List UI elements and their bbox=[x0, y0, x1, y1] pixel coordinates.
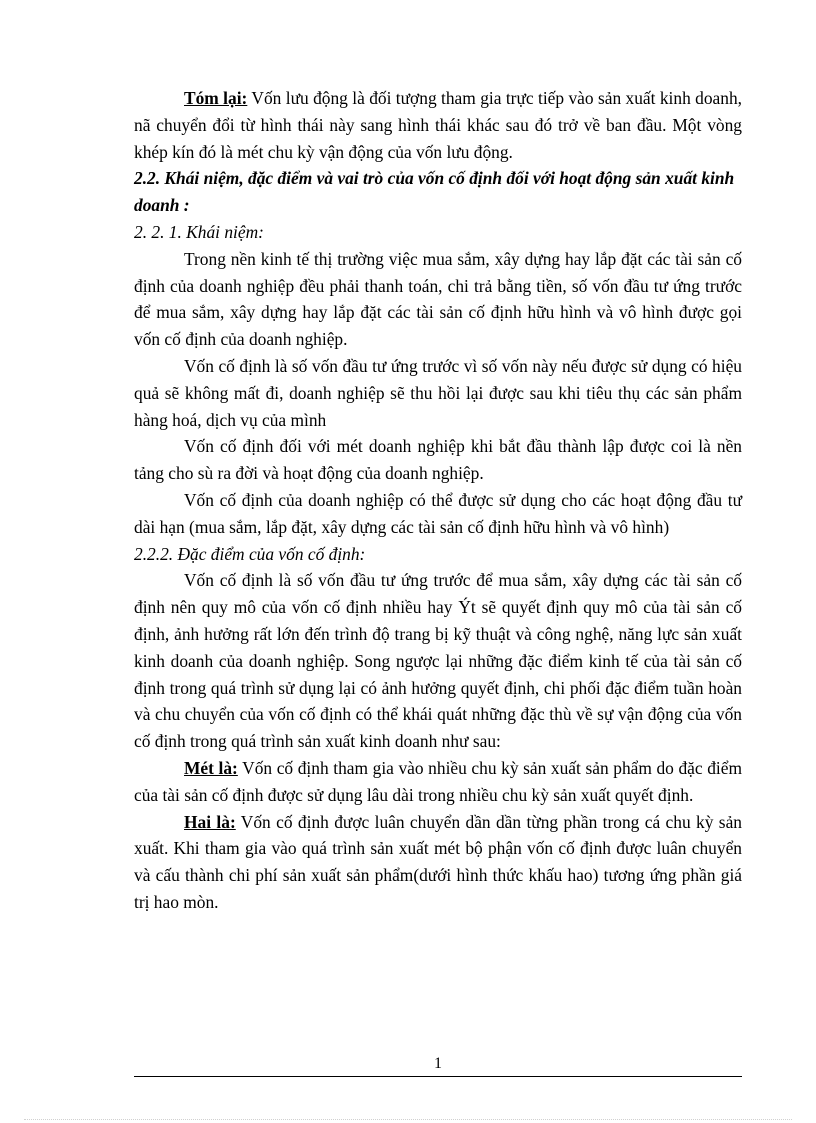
subsection-1-title: 2. 2. 1. Khái niệm: bbox=[134, 221, 264, 242]
summary-text: Vốn lưu động là đối tượng tham gia trực tiếp vào sản xuất kinh doanh, nã chuyển đổi từ hình thái này sang hình thái khác sau đó trở về ban đầu. Một vòng khép kín đó là mét chu kỳ vận động của vốn lưu động. bbox=[134, 88, 743, 162]
concept-paragraph-2: Vốn cố định là số vốn đầu tư ứng trước vì số vốn này nếu được sử dụng có hiệu quả sẽ không mất đi, doanh nghiệp sẽ thu hồi lại được sau khi tiêu thụ các sản phẩm hàng hoá, dịch vụ của mình bbox=[134, 355, 742, 430]
point-one-paragraph bbox=[134, 755, 742, 809]
concept-paragraph-3: Vốn cố định đối với mét doanh nghiệp khi bắt đầu thành lập được coi là nền tảng cho sù ra đời và hoạt động của doanh nghiệp. bbox=[134, 436, 742, 484]
point-two-label: Hai là: bbox=[184, 811, 236, 832]
subsection-2-title: 2.2.2. Đặc điểm của vốn cố định: bbox=[134, 543, 366, 564]
concept-paragraph-4: Vốn cố định của doanh nghiệp có thể được sử dụng cho các hoạt động đầu tư dài hạn (mua sắm, lắp đặt, xây dựng các tài sản cố định hữu hình và vô hình) bbox=[134, 489, 742, 537]
summary-label: Tóm lại: bbox=[184, 88, 248, 108]
point-two-paragraph bbox=[134, 809, 742, 916]
page-content bbox=[134, 85, 742, 916]
point-two-text: Vốn cố định được luân chuyển dần dần từng phần trong cá chu kỳ sản xuất. Khi tham gia vào quá trình sản xuất mét bộ phận vốn cố định được luân chuyển và cấu thành chi phí sản xuất sản phẩm(dưới hình thức khấu hao) tương ứng phần giá trị hao mòn. bbox=[134, 811, 742, 912]
point-one-text: Vốn cố định tham gia vào nhiều chu kỳ sản xuất sản phẩm do đặc điểm của tài sản cố định được sử dụng lâu dài trong nhiều chu kỳ sản xuất quyết định. bbox=[134, 757, 742, 805]
page-bottom-border bbox=[24, 1119, 792, 1120]
page-footer bbox=[134, 1054, 742, 1077]
point-one-label: Mét là: bbox=[184, 757, 238, 778]
concept-paragraph-1: Trong nền kinh tế thị trường việc mua sắm, xây dựng hay lắp đặt các tài sản cố định của doanh nghiệp đều phải thanh toán, chi trả bằng tiền, số vốn đầu tư ứng trước để mua sắm, xây dựng hay lắp đặt các tài sản cố định hữu hình và vô hình được gọi vốn cố định của doanh nghiệp. bbox=[134, 248, 742, 350]
footer-divider bbox=[134, 1076, 742, 1077]
summary-paragraph bbox=[134, 85, 742, 165]
page-number: 1 bbox=[434, 1055, 442, 1072]
characteristics-intro: Vốn cố định là số vốn đầu tư ứng trước để mua sắm, xây dựng các tài sản cố định nên quy mô của vốn cố định nhiều hay Ýt sẽ quyết định quy mô của tài sản cố định, ảnh hưởng rất lớn đến trình độ trang bị kỹ thuật và công nghệ, năng lực sản xuất kinh doanh của doanh nghiệp. Song ngược lại những đặc điểm kinh tế của tài sản cố định trong quá trình sử dụng lại có ảnh hưởng quyết định, chi phối đặc điểm tuần hoàn và chu chuyển của vốn cố định có thể khái quát những đặc thù về sự vận động của vốn cố định trong quá trình sản xuất kinh doanh như sau: bbox=[134, 570, 742, 752]
section-heading: 2.2. Khái niệm, đặc điểm và vai trò của vốn cố định đối với hoạt động sản xuất kinh doanh : bbox=[134, 168, 735, 216]
